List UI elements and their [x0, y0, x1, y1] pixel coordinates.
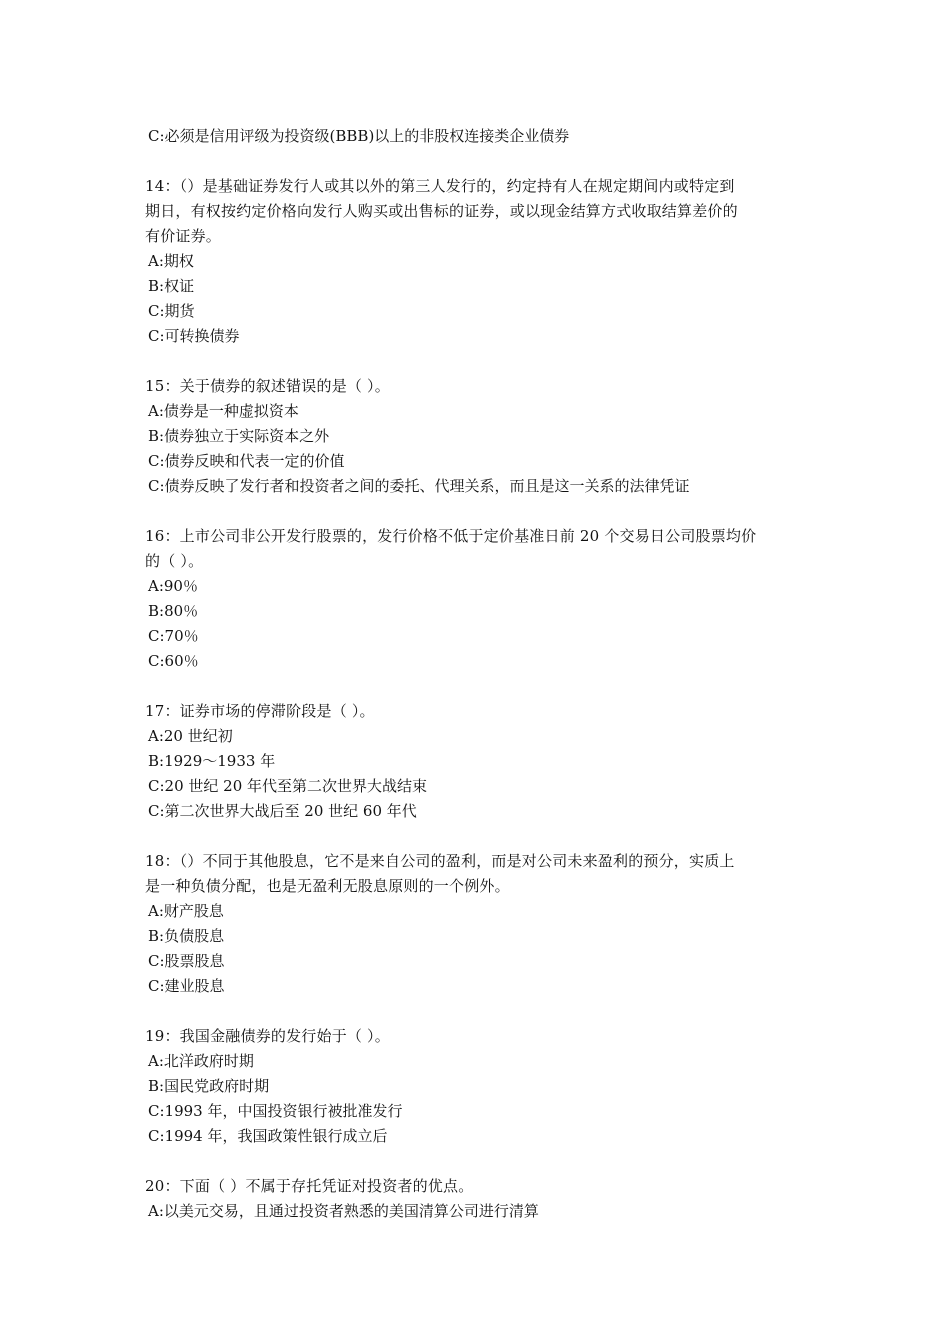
question-block [145, 699, 815, 824]
document-page [145, 124, 815, 1224]
question-stem-line: 的（ ）。 [145, 552, 204, 570]
answer-option: A:债券是一种虚拟资本 [148, 402, 299, 420]
answer-option: B:债券独立于实际资本之外 [148, 427, 330, 445]
answer-option: C:债券反映了发行者和投资者之间的委托、代理关系，而且是这一关系的法律凭证 [148, 477, 690, 495]
question-block [145, 374, 815, 499]
question-stem-line: 18：（）不同于其他股息，它不是来自公司的盈利，而是对公司未来盈利的预分，实质上 [145, 852, 735, 870]
answer-option: C:70％ [148, 627, 199, 645]
answer-option: C:期货 [148, 302, 195, 320]
answer-option: A:20 世纪初 [148, 727, 233, 745]
answer-option: B:国民党政府时期 [148, 1077, 270, 1095]
answer-option: C:股票股息 [148, 952, 225, 970]
answer-option: C:1994 年，我国政策性银行成立后 [148, 1127, 388, 1145]
question-block [145, 1174, 815, 1224]
question-block [145, 524, 815, 674]
answer-option: B:80％ [148, 602, 199, 620]
question-stem-line: 是一种负债分配，也是无盈利无股息原则的一个例外。 [145, 877, 510, 895]
answer-option: A:以美元交易，且通过投资者熟悉的美国清算公司进行清算 [148, 1202, 539, 1220]
question-stem-line: 16：上市公司非公开发行股票的，发行价格不低于定价基准日前 20 个交易日公司股票均价 [145, 527, 757, 545]
question-stem-line: 15：关于债券的叙述错误的是（ ）。 [145, 377, 390, 395]
answer-option: A:财产股息 [148, 902, 224, 920]
answer-option: B:1929～1933 年 [148, 752, 276, 770]
answer-option: C:债券反映和代表一定的价值 [148, 452, 345, 470]
answer-option: A:90％ [148, 577, 198, 595]
question-stem-line: 20：下面（ ）不属于存托凭证对投资者的优点。 [145, 1177, 474, 1195]
question-stem-line: 期日，有权按约定价格向发行人购买或出售标的证券，或以现金结算方式收取结算差价的 [145, 202, 738, 220]
question-block [145, 1024, 815, 1149]
question-list [145, 174, 815, 1224]
answer-option: A:北洋政府时期 [148, 1052, 254, 1070]
answer-option: C:60％ [148, 652, 199, 670]
answer-option: C:第二次世界大战后至 20 世纪 60 年代 [148, 802, 417, 820]
question-stem-line: 19：我国金融债券的发行始于（ ）。 [145, 1027, 390, 1045]
question-block [145, 174, 815, 349]
question-block [145, 849, 815, 999]
question-stem-line: 17：证券市场的停滞阶段是（ ）。 [145, 702, 375, 720]
answer-option: B:权证 [148, 277, 195, 295]
leading-option: C:必须是信用评级为投资级(BBB)以上的非股权连接类企业债券 [148, 127, 570, 145]
answer-option: C:可转换债券 [148, 327, 240, 345]
question-stem-line: 有价证券。 [145, 227, 222, 245]
answer-option: C:建业股息 [148, 977, 225, 995]
answer-option: A:期权 [148, 252, 194, 270]
answer-option: C:20 世纪 20 年代至第二次世界大战结束 [148, 777, 428, 795]
question-stem-line: 14：（）是基础证券发行人或其以外的第三人发行的，约定持有人在规定期间内或特定到 [145, 177, 735, 195]
answer-option: B:负债股息 [148, 927, 225, 945]
answer-option: C:1993 年，中国投资银行被批准发行 [148, 1102, 403, 1120]
